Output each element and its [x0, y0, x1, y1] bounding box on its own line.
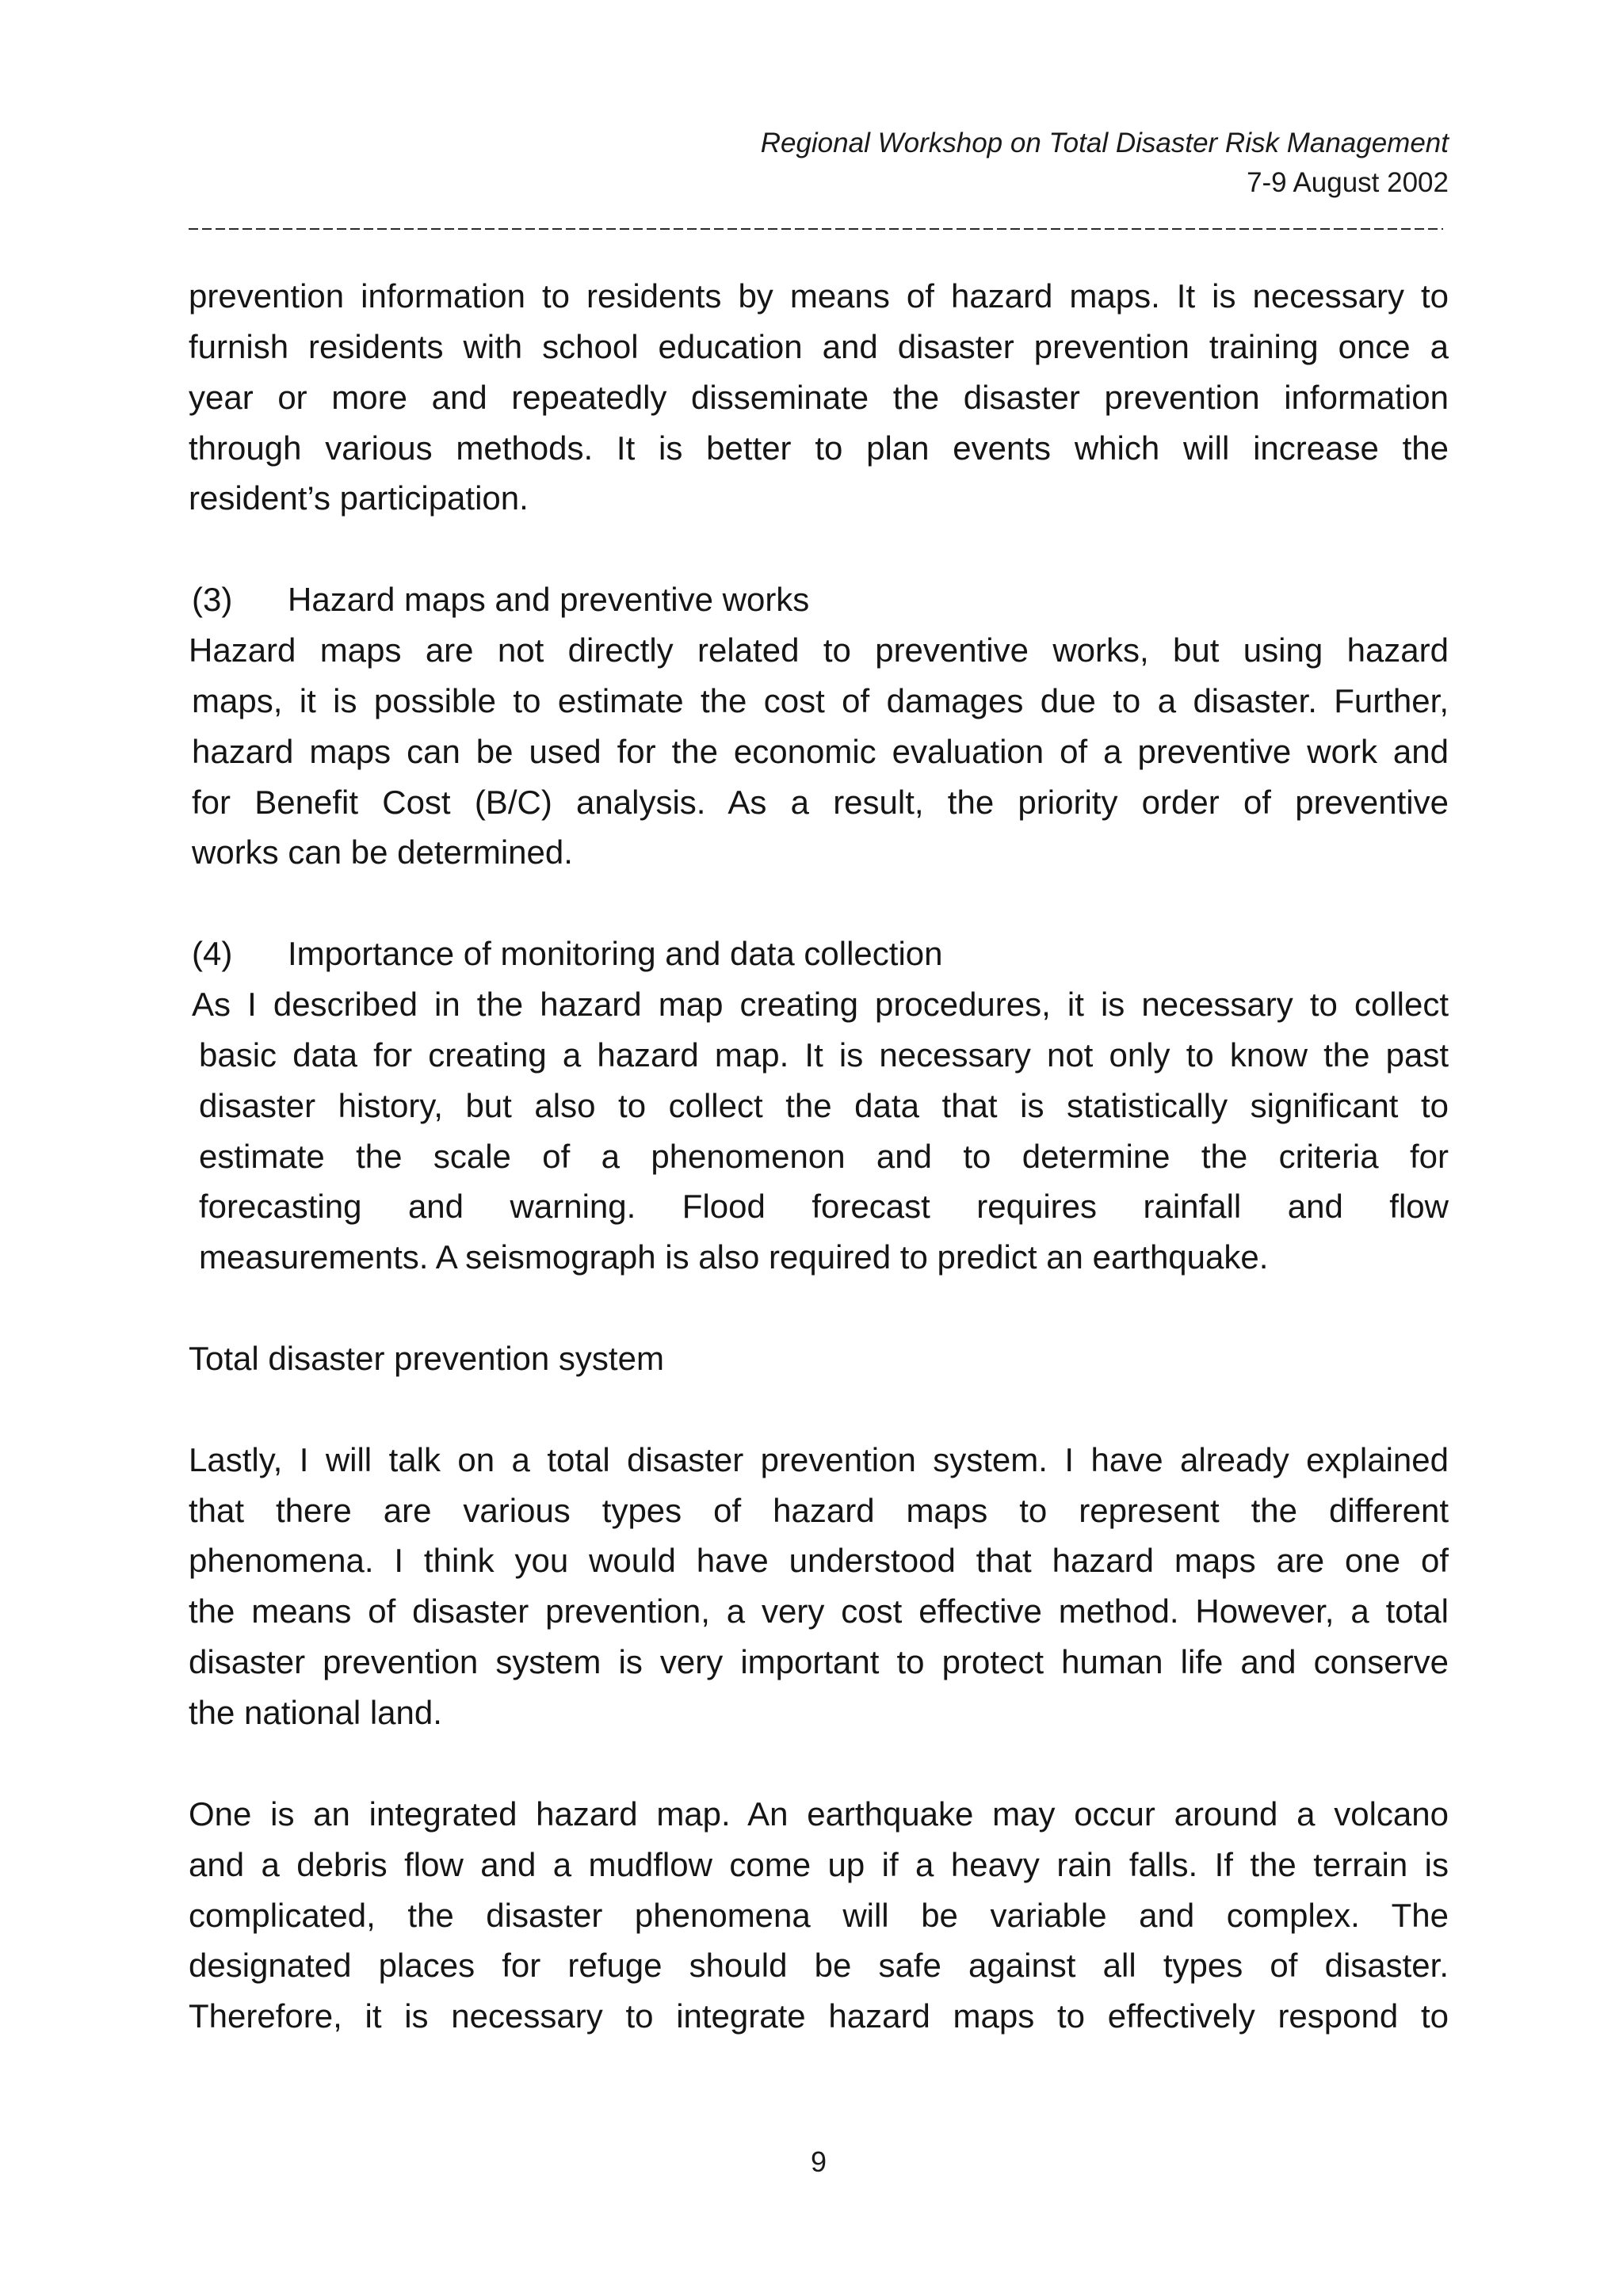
text-line: year or more and repeatedly disseminate the disaster prevention information: [189, 378, 1449, 416]
text-line: Hazard maps are not directly related to preventive works, but using hazard: [189, 631, 1449, 669]
page-number: 9: [810, 2145, 827, 2178]
section-title: Hazard maps and preventive works: [288, 581, 810, 619]
body-paragraph: [189, 1789, 1449, 2042]
running-header: [189, 124, 1449, 203]
section-heading: [189, 929, 1449, 979]
text-line: measurements. A seismograph is also required to predict an earthquake.: [199, 1238, 1269, 1276]
text-line: Therefore, it is necessary to integrate hazard maps to effectively respond to: [189, 1997, 1449, 2035]
text-line: phenomena. I think you would have understood that hazard maps are one of: [189, 1542, 1449, 1580]
text-line: designated places for refuge should be safe against all types of disaster.: [189, 1947, 1449, 1985]
text-line: basic data for creating a hazard map. It is necessary not only to know the past: [199, 1035, 1449, 1074]
text-line: estimate the scale of a phenomenon and to determine the criteria for: [199, 1137, 1449, 1175]
body-text: [189, 271, 1449, 2042]
header-date: 7-9 August 2002: [1247, 167, 1449, 198]
text-line: maps, it is possible to estimate the cost of damages due to a disaster. Further,: [192, 681, 1449, 719]
section-number: (3): [192, 581, 233, 619]
text-line: forecasting and warning. Flood forecast requires rainfall and flow: [199, 1188, 1449, 1226]
text-line: hazard maps can be used for the economic evaluation of a preventive work and: [192, 732, 1449, 770]
body-paragraph: [189, 1435, 1449, 1738]
text-line: through various methods. It is better to plan events which will increase the: [189, 429, 1449, 467]
section-heading: [189, 574, 1449, 625]
text-line: works can be determined.: [192, 833, 573, 871]
text-line: prevention information to residents by means of hazard maps. It is necessary to: [189, 277, 1449, 315]
intro-paragraph: [189, 271, 1449, 524]
section-paragraph: [189, 979, 1449, 1283]
text-line: and a debris flow and a mudflow come up if a heavy rain falls. If the terrain is: [189, 1845, 1449, 1883]
text-line: the means of disaster prevention, a very cost effective method. However, a total: [189, 1592, 1449, 1630]
section-title: Importance of monitoring and data collection: [288, 935, 943, 973]
text-line: resident’s participation.: [189, 479, 529, 517]
text-line: furnish residents with school education and disaster prevention training once a: [189, 327, 1449, 365]
text-line: the national land.: [189, 1694, 442, 1732]
text-line: Lastly, I will talk on a total disaster prevention system. I have already explained: [189, 1440, 1449, 1478]
section-number: (4): [192, 935, 233, 973]
text-line: that there are various types of hazard maps to represent the different: [189, 1491, 1449, 1529]
text-line: disaster prevention system is very important to protect human life and conserve: [189, 1643, 1449, 1681]
header-title: Regional Workshop on Total Disaster Risk Management: [760, 128, 1449, 158]
header-divider: [189, 228, 1443, 230]
text-line: for Benefit Cost (B/C) analysis. As a result, the priority order of preventive: [192, 783, 1449, 821]
text-line: disaster history, but also to collect the data that is statistically significant to: [199, 1086, 1449, 1124]
text-line: One is an integrated hazard map. An earthquake may occur around a volcano: [189, 1794, 1449, 1833]
section-paragraph: [189, 625, 1449, 878]
subsection-heading: Total disaster prevention system: [189, 1340, 664, 1378]
text-line: As I described in the hazard map creating procedures, it is necessary to collect: [192, 986, 1449, 1024]
text-line: complicated, the disaster phenomena will be variable and complex. The: [189, 1896, 1449, 1934]
